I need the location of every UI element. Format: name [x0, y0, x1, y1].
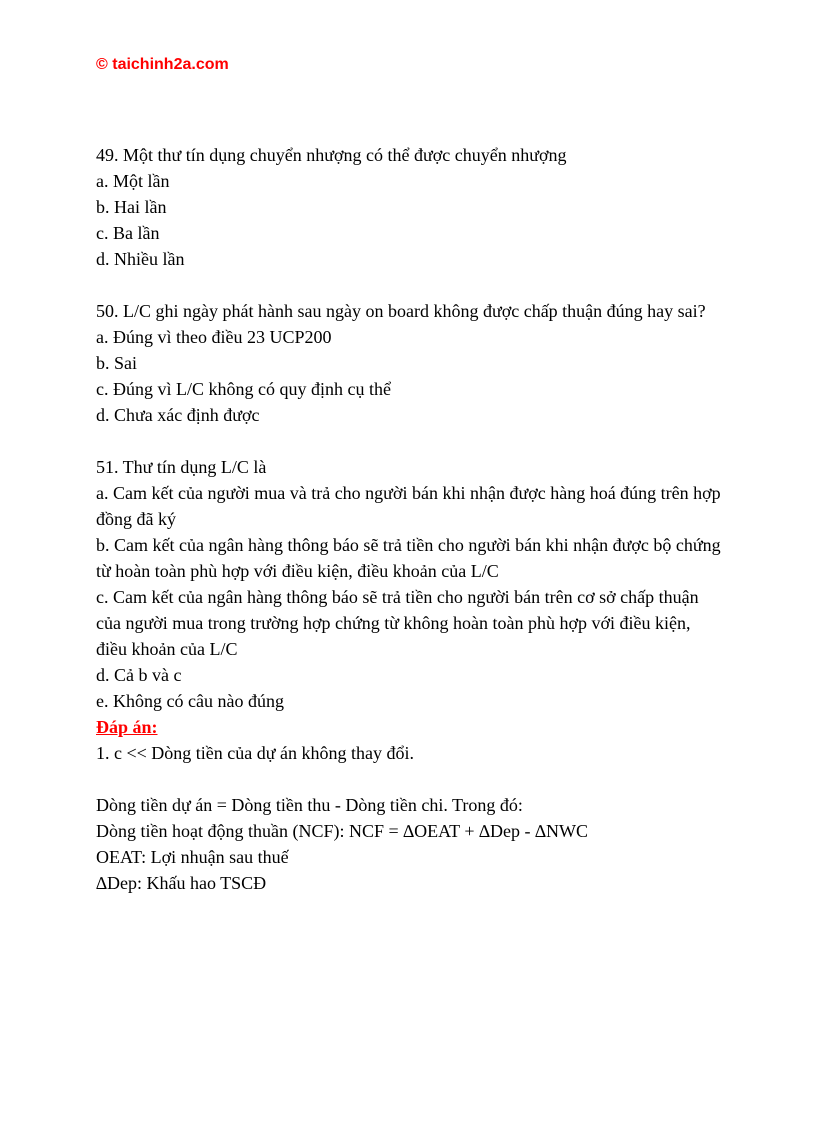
answer-line: 1. c << Dòng tiền của dự án không thay đổi.: [96, 743, 414, 763]
answer-heading: Đáp án:: [96, 717, 158, 737]
option-a: a. Cam kết của người mua và trả cho người bán khi nhận được hàng hoá đúng trên hợp đồng đã ký: [96, 483, 721, 529]
watermark-header: © taichinh2a.com: [96, 56, 229, 73]
option-e: e. Không có câu nào đúng: [96, 691, 284, 711]
explanation-line: OEAT: Lợi nhuận sau thuế: [96, 847, 289, 867]
answer-1: [96, 740, 726, 766]
explanation-line: Dòng tiền dự án = Dòng tiền thu - Dòng tiền chi. Trong đó:: [96, 795, 523, 815]
option-c: c. Đúng vì L/C không có quy định cụ thể: [96, 379, 391, 399]
explanation-line: Dòng tiền hoạt động thuần (NCF): NCF = ∆OEAT + ∆Dep - ∆NWC: [96, 821, 588, 841]
explanation-line: ∆Dep: Khấu hao TSCĐ: [96, 873, 267, 893]
option-d: d. Nhiều lần: [96, 249, 185, 269]
option-b: b. Hai lần: [96, 197, 167, 217]
option-a: a. Một lần: [96, 171, 170, 191]
option-d: d. Chưa xác định được: [96, 405, 260, 425]
question-51: [96, 454, 726, 714]
document-body: [96, 142, 726, 896]
option-b: b. Cam kết của ngân hàng thông báo sẽ trả tiền cho người bán khi nhận được bộ chứng từ hoàn toàn phù hợp với điều kiện, điều khoản của L/C: [96, 535, 721, 581]
question-49: [96, 142, 726, 272]
option-d: d. Cả b và c: [96, 665, 182, 685]
option-a: a. Đúng vì theo điều 23 UCP200: [96, 327, 332, 347]
answer-explanation: [96, 792, 726, 896]
question-stem: 50. L/C ghi ngày phát hành sau ngày on board không được chấp thuận đúng hay sai?: [96, 301, 706, 321]
option-c: c. Cam kết của ngân hàng thông báo sẽ trả tiền cho người bán trên cơ sở chấp thuận của người mua trong trường hợp chứng từ không hoàn toàn phù hợp với điều kiện, điều khoản của L/C: [96, 587, 699, 659]
question-stem: 49. Một thư tín dụng chuyển nhượng có thể được chuyển nhượng: [96, 145, 567, 165]
option-b: b. Sai: [96, 353, 138, 373]
option-c: c. Ba lần: [96, 223, 160, 243]
question-stem: 51. Thư tín dụng L/C là: [96, 457, 267, 477]
question-50: [96, 298, 726, 428]
